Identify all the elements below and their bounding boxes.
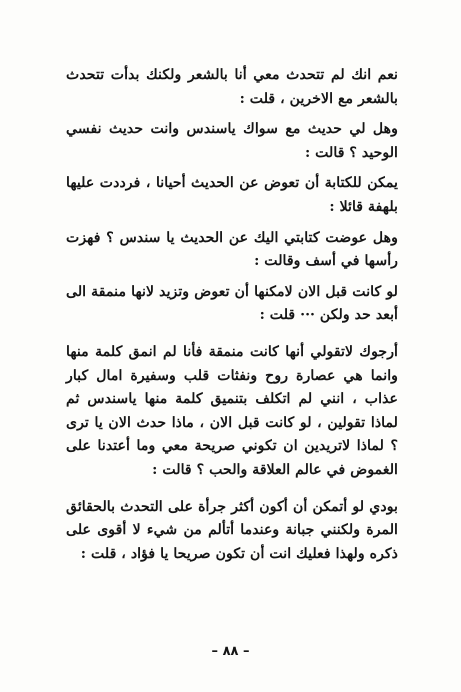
page-body-text — [66, 64, 398, 579]
paragraph-6: أرجوك لاتقولي أنها كانت منمقة فأنا لم انمق كلمة منها وانما هي عصارة روح ونفثات قلب وسفيرة امال كبار عذاب ، انني لم اتكلف بتنميق كلمة منها ياسندس ثم لماذا تقولين ، لو كانت قبل الان ، ماذا حدث الان يا ترى ؟ لماذا لاتريدين ان تكوني صريحة معي وما أعتدنا على الغموض في عالم العلاقة والحب ؟ قالت : — [66, 343, 398, 478]
paragraph-2: وهل لي حديث مع سواك ياسندس وانت حديث نفسي الوحيد ؟ قالت : — [66, 121, 398, 161]
paragraph-3: يمكن للكتابة أن تعوض عن الحديث أحيانا ، فرددت عليها بلهفة قائلا : — [66, 175, 398, 215]
page-number: – ٨٨ – — [211, 644, 250, 659]
paragraph-4: وهل عوضت كتابتي اليك عن الحديث يا سندس ؟ فهزت رأسها في أسف وقالت : — [66, 229, 398, 270]
paragraph-7: بودي لو أتمكن أن أكون أكثر جرأة على التحدث بالحقائق المرة ولكنني جبانة وعندما أتألم من شيء لا أقوى على ذكره ولهذا فعليك انت أن تكون صريحا يا فؤاد ، قلت : — [66, 498, 398, 562]
paragraph-1: نعم انك لم تتحدث معي أنا بالشعر ولكنك بدأت تتحدث بالشعر مع الاخرين ، قلت : — [66, 67, 398, 107]
paragraph-5: لو كانت قبل الان لامكنها أن تعوض وتزيد لانها منمقة الى أبعد حد ولكن ··· قلت : — [66, 283, 398, 324]
